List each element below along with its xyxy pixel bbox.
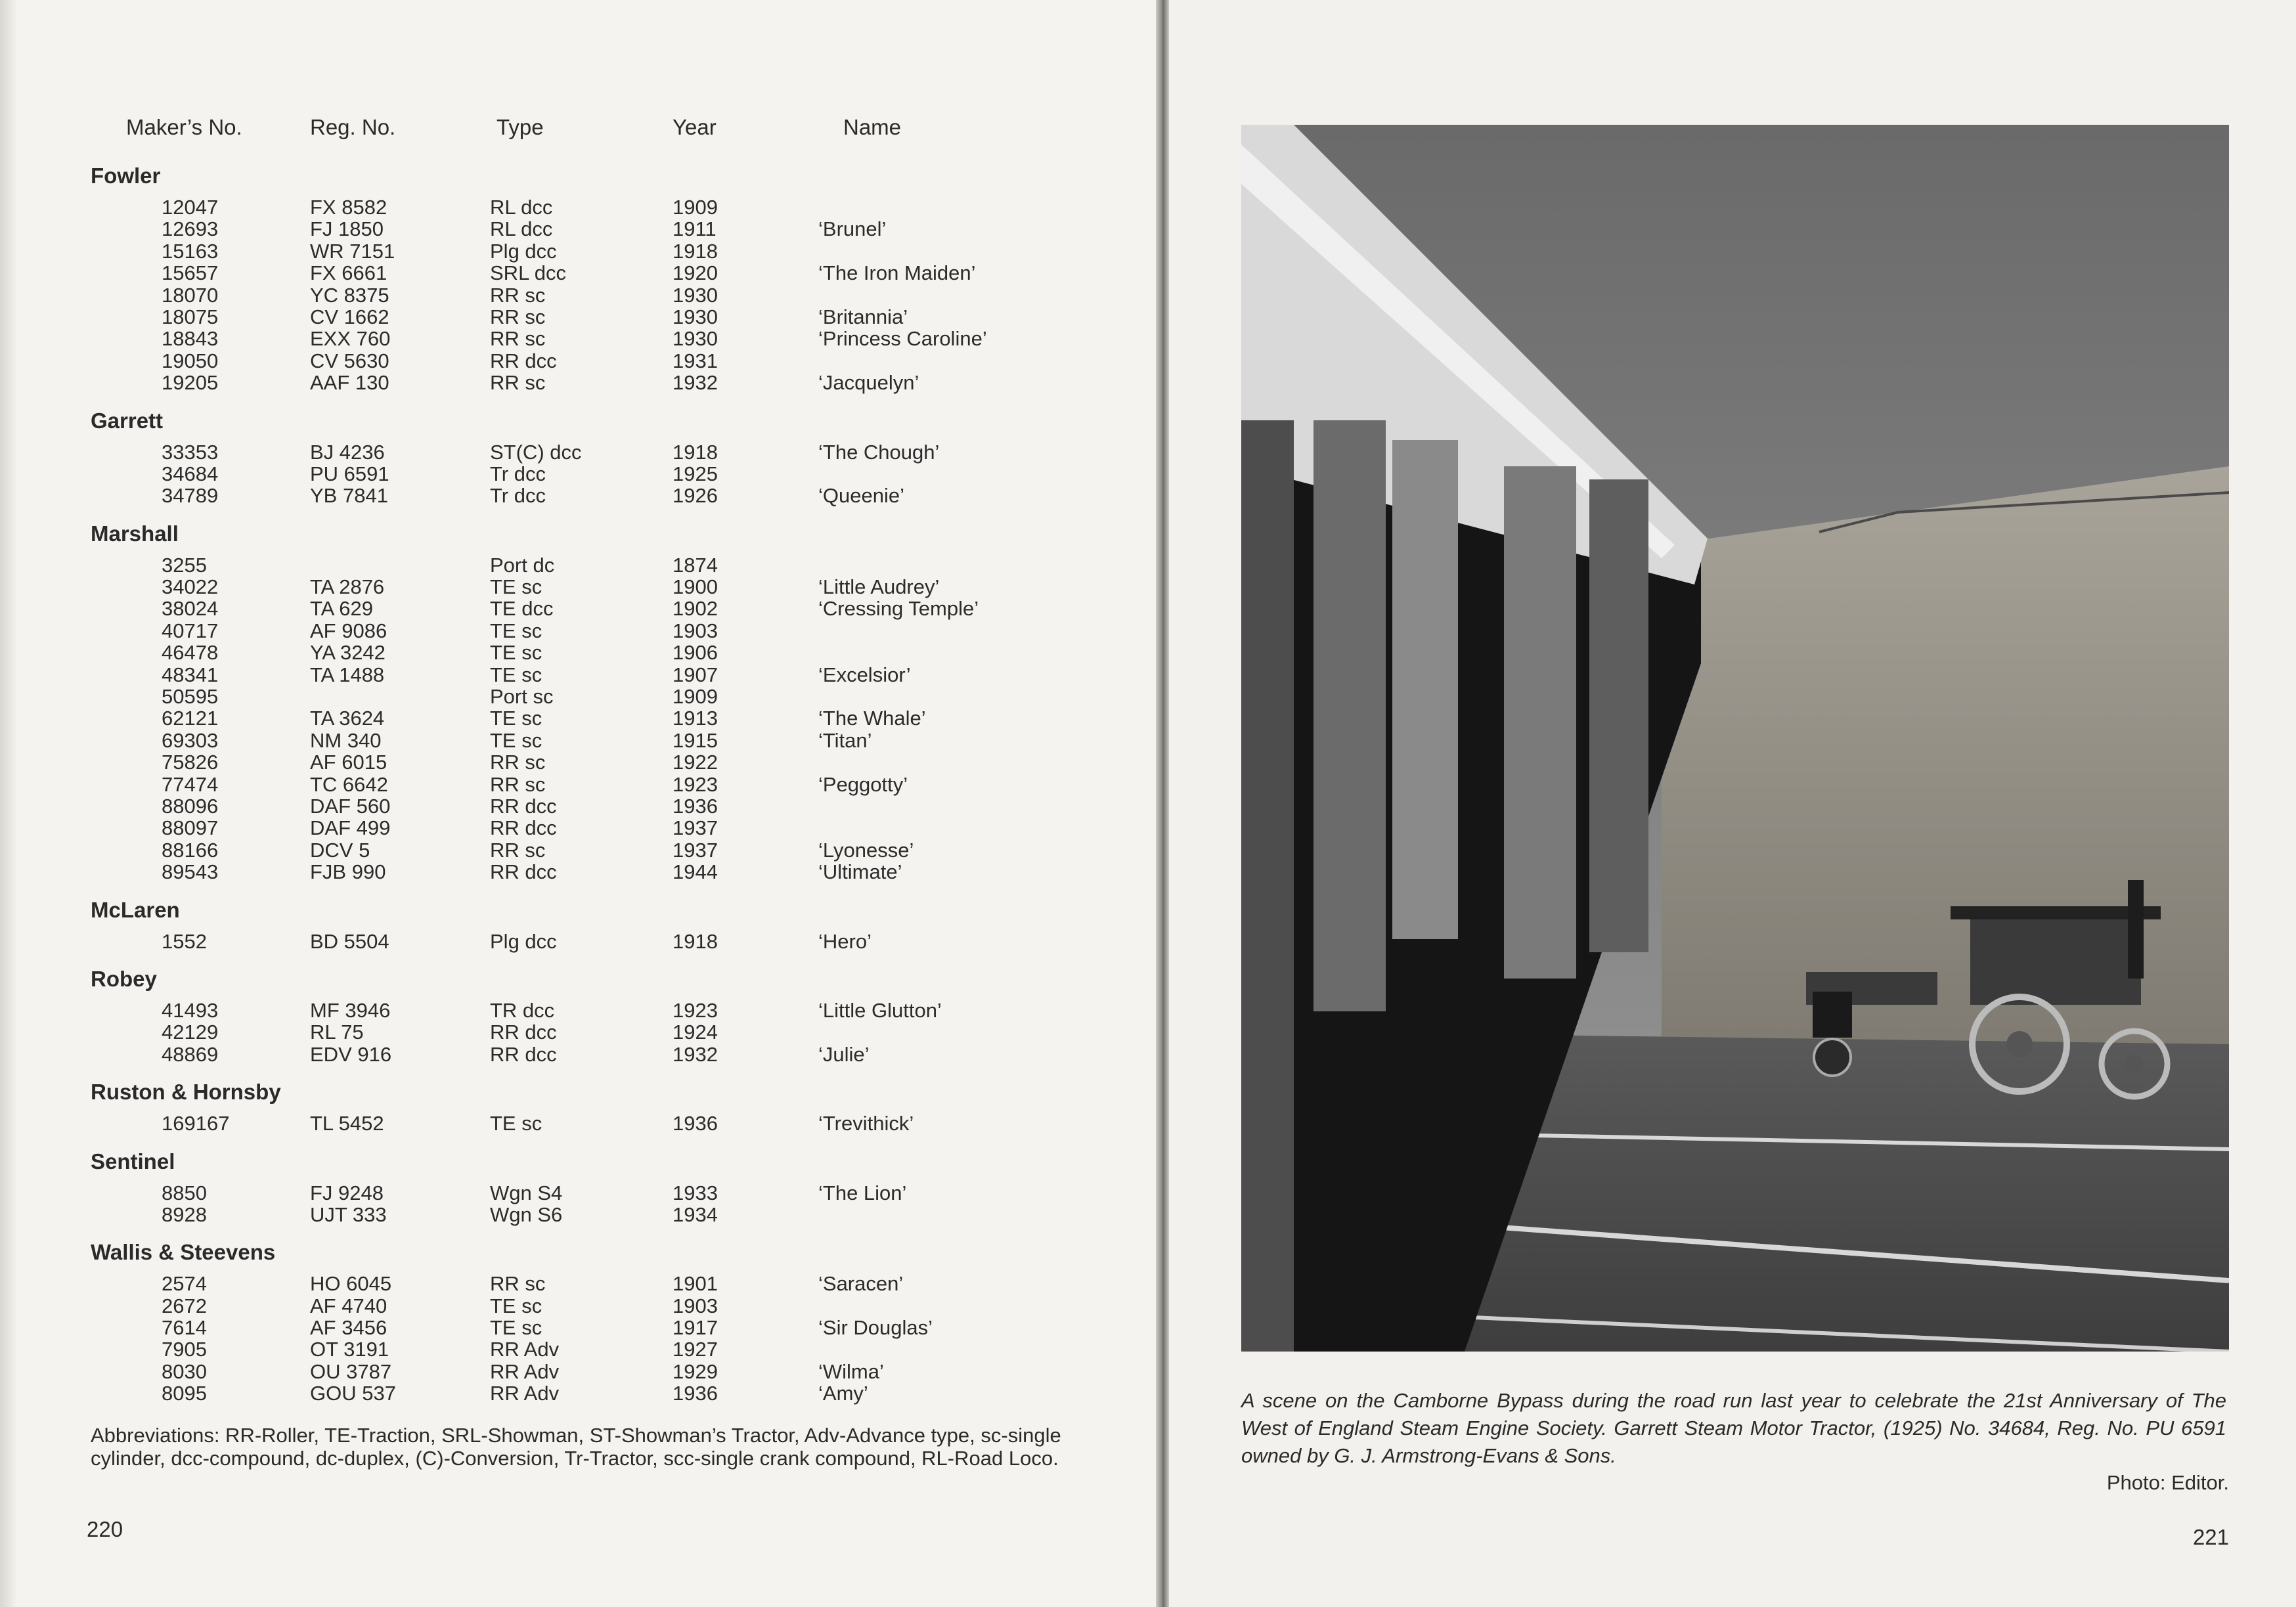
cell-name: ‘Titan’ [818, 728, 872, 752]
cell-reg-no: BD 5504 [310, 929, 389, 953]
cell-makers-no: 2574 [162, 1272, 207, 1296]
cell-makers-no: 33353 [162, 440, 219, 464]
cell-reg-no: UJT 333 [310, 1202, 387, 1226]
cell-makers-no: 88166 [162, 838, 219, 862]
table-row [91, 751, 1076, 773]
cell-type: TE sc [490, 728, 542, 752]
table-row [91, 686, 1076, 707]
cell-name: ‘Julie’ [818, 1042, 870, 1066]
cell-reg-no: YC 8375 [310, 283, 389, 307]
cell-year: 1930 [673, 327, 718, 351]
cell-makers-no: 48341 [162, 663, 219, 686]
cell-reg-no: AF 3456 [310, 1316, 387, 1340]
cell-type: SRL dcc [490, 261, 567, 285]
cell-makers-no: 38024 [162, 597, 219, 621]
cell-name: ‘Saracen’ [818, 1272, 904, 1296]
cell-makers-no: 15657 [162, 261, 219, 285]
cell-reg-no: RL 75 [310, 1021, 364, 1044]
cell-makers-no: 48869 [162, 1042, 219, 1066]
cell-makers-no: 69303 [162, 728, 219, 752]
cell-name: ‘Little Audrey’ [818, 575, 940, 599]
cell-name: ‘The Whale’ [818, 707, 926, 730]
table-row [91, 1182, 1076, 1204]
cell-year: 1909 [673, 196, 718, 219]
maker-heading: Wallis & Steevens [91, 1240, 276, 1265]
cell-type: ST(C) dcc [490, 440, 582, 464]
table-row [91, 861, 1076, 883]
cell-reg-no: YB 7841 [310, 484, 388, 508]
cell-makers-no: 3255 [162, 553, 207, 577]
cell-name: ‘Ultimate’ [818, 860, 902, 884]
table-row [91, 463, 1076, 485]
cell-type: TE sc [490, 619, 542, 642]
cell-type: RR dcc [490, 860, 557, 884]
cell-year: 1927 [673, 1338, 718, 1361]
table-row [91, 664, 1076, 686]
cell-makers-no: 34022 [162, 575, 219, 599]
cell-type: Plg dcc [490, 239, 557, 263]
cell-reg-no: TA 3624 [310, 707, 385, 730]
header-type: Type [497, 115, 544, 139]
maker-rows [91, 549, 1076, 883]
cell-reg-no: AAF 130 [310, 371, 389, 395]
cell-year: 1925 [673, 462, 718, 485]
cell-reg-no: FJB 990 [310, 860, 386, 884]
table-row [91, 1112, 1076, 1134]
cell-makers-no: 169167 [162, 1112, 230, 1135]
cell-makers-no: 18075 [162, 305, 219, 328]
cell-year: 1906 [673, 641, 718, 665]
engine-table [91, 115, 1076, 1405]
cell-year: 1937 [673, 838, 718, 862]
table-row [91, 441, 1076, 463]
table-row [91, 328, 1076, 349]
cell-type: TE sc [490, 1294, 542, 1317]
table-row [91, 240, 1076, 262]
cell-makers-no: 7905 [162, 1338, 207, 1361]
maker-rows [91, 1107, 1076, 1134]
cell-year: 1930 [673, 305, 718, 328]
table-row [91, 350, 1076, 372]
cell-year: 1936 [673, 1382, 718, 1405]
cell-reg-no: MF 3946 [310, 998, 391, 1022]
cell-type: TE sc [490, 1316, 542, 1340]
cell-name: ‘Brunel’ [818, 217, 887, 241]
cell-year: 1936 [673, 794, 718, 818]
maker-rows [91, 994, 1076, 1065]
maker-heading: Garrett [91, 408, 164, 433]
cell-reg-no: FJ 9248 [310, 1181, 384, 1204]
cell-makers-no: 12693 [162, 217, 219, 241]
cell-makers-no: 40717 [162, 619, 219, 642]
cell-makers-no: 34789 [162, 484, 219, 508]
cell-type: TE sc [490, 641, 542, 665]
table-row [91, 576, 1076, 598]
cell-type: RR Adv [490, 1338, 560, 1361]
cell-year: 1903 [673, 619, 718, 642]
cell-year: 1944 [673, 860, 718, 884]
table-row [91, 1000, 1076, 1021]
table-header [91, 115, 1076, 161]
cell-year: 1903 [673, 1294, 718, 1317]
cell-year: 1909 [673, 685, 718, 709]
cell-reg-no: GOU 537 [310, 1382, 396, 1405]
cell-type: RR sc [490, 772, 546, 796]
maker-rows [91, 436, 1076, 507]
header-makers-no: Maker’s No. [126, 115, 242, 139]
cell-makers-no: 41493 [162, 998, 219, 1022]
cell-name: ‘Amy’ [818, 1382, 868, 1405]
cell-year: 1931 [673, 349, 718, 372]
cell-year: 1900 [673, 575, 718, 599]
cell-year: 1917 [673, 1316, 718, 1340]
table-row [91, 372, 1076, 393]
cell-makers-no: 62121 [162, 707, 219, 730]
table-row [91, 1021, 1076, 1043]
cell-makers-no: 8030 [162, 1359, 207, 1383]
cell-year: 1922 [673, 751, 718, 774]
header-name: Name [843, 115, 902, 139]
cell-makers-no: 88097 [162, 816, 219, 840]
cell-reg-no: WR 7151 [310, 239, 395, 263]
cell-type: Plg dcc [490, 929, 557, 953]
table-row [91, 1204, 1076, 1225]
cell-year: 1923 [673, 772, 718, 796]
table-row [91, 284, 1076, 306]
cell-makers-no: 88096 [162, 794, 219, 818]
cell-year: 1932 [673, 1042, 718, 1066]
cell-type: TE dcc [490, 597, 554, 621]
table-row [91, 598, 1076, 619]
cell-type: Port sc [490, 685, 554, 709]
cell-year: 1918 [673, 929, 718, 953]
cell-type: RR dcc [490, 794, 557, 818]
cell-year: 1918 [673, 440, 718, 464]
cell-makers-no: 89543 [162, 860, 219, 884]
cell-makers-no: 18070 [162, 283, 219, 307]
cell-reg-no: DAF 560 [310, 794, 391, 818]
table-row [91, 707, 1076, 729]
table-row [91, 795, 1076, 817]
table-row [91, 839, 1076, 861]
page-edge-shadow [0, 0, 17, 1607]
cell-type: RR sc [490, 305, 546, 328]
table-row [91, 218, 1076, 240]
cell-reg-no: CV 1662 [310, 305, 389, 328]
cell-name: ‘Lyonesse’ [818, 838, 914, 862]
cell-name: ‘Little Glutton’ [818, 998, 942, 1022]
cell-reg-no: DCV 5 [310, 838, 370, 862]
cell-type: RR dcc [490, 1021, 557, 1044]
maker-heading: Sentinel [91, 1149, 175, 1174]
cell-name: ‘Trevithick’ [818, 1112, 914, 1135]
table-row [91, 1273, 1076, 1294]
cell-name: ‘Jacquelyn’ [818, 371, 919, 395]
cell-reg-no: BJ 4236 [310, 440, 385, 464]
cell-year: 1937 [673, 816, 718, 840]
table-row [91, 196, 1076, 218]
cell-type: RR sc [490, 327, 546, 351]
cell-year: 1911 [673, 217, 717, 241]
table-row [91, 1044, 1076, 1065]
table-row [91, 306, 1076, 328]
cell-makers-no: 42129 [162, 1021, 219, 1044]
cell-reg-no: FX 6661 [310, 261, 387, 285]
cell-year: 1901 [673, 1272, 718, 1296]
cell-type: RR dcc [490, 1042, 557, 1066]
cell-name: ‘The Chough’ [818, 440, 940, 464]
cell-year: 1874 [673, 553, 718, 577]
cell-type: Tr dcc [490, 462, 546, 485]
cell-type: RR Adv [490, 1359, 560, 1383]
cell-reg-no: TL 5452 [310, 1112, 384, 1135]
cell-name: ‘Sir Douglas’ [818, 1316, 933, 1340]
cell-makers-no: 19050 [162, 349, 219, 372]
cell-name: ‘The Iron Maiden’ [818, 261, 976, 285]
table-row [91, 554, 1076, 576]
cell-name: ‘Britannia’ [818, 305, 908, 328]
cell-type: RL dcc [490, 217, 553, 241]
table-row [91, 642, 1076, 663]
cell-year: 1929 [673, 1359, 718, 1383]
cell-reg-no: YA 3242 [310, 641, 386, 665]
cell-reg-no: EDV 916 [310, 1042, 392, 1066]
cell-makers-no: 77474 [162, 772, 219, 796]
cell-type: RR sc [490, 371, 546, 395]
cell-type: TE sc [490, 663, 542, 686]
cell-type: TR dcc [490, 998, 555, 1022]
cell-reg-no: AF 6015 [310, 751, 387, 774]
table-row [91, 620, 1076, 642]
maker-rows [91, 1267, 1076, 1404]
cell-year: 1926 [673, 484, 718, 508]
maker-heading: McLaren [91, 897, 180, 922]
cell-year: 1902 [673, 597, 718, 621]
cell-reg-no: AF 4740 [310, 1294, 387, 1317]
cell-makers-no: 8850 [162, 1181, 207, 1204]
cell-name: ‘Peggotty’ [818, 772, 908, 796]
page-number-right: 221 [2192, 1525, 2229, 1549]
table-row [91, 1382, 1076, 1404]
cell-reg-no: AF 9086 [310, 619, 387, 642]
cell-name: ‘Hero’ [818, 929, 872, 953]
cell-reg-no: OT 3191 [310, 1338, 389, 1361]
cell-year: 1920 [673, 261, 718, 285]
cell-makers-no: 75826 [162, 751, 219, 774]
cell-year: 1930 [673, 283, 718, 307]
cell-type: RL dcc [490, 196, 553, 219]
cell-reg-no: DAF 499 [310, 816, 391, 840]
cell-year: 1932 [673, 371, 718, 395]
table-row [91, 1361, 1076, 1382]
maker-groups [91, 161, 1076, 1405]
cell-makers-no: 15163 [162, 239, 219, 263]
maker-rows [91, 191, 1076, 394]
cell-year: 1907 [673, 663, 718, 686]
cell-reg-no: FX 8582 [310, 196, 387, 219]
cell-type: RR dcc [490, 349, 557, 372]
cell-makers-no: 1552 [162, 929, 207, 953]
cell-year: 1934 [673, 1202, 718, 1226]
cell-makers-no: 12047 [162, 196, 219, 219]
cell-name: ‘Excelsior’ [818, 663, 911, 686]
cell-makers-no: 8928 [162, 1202, 207, 1226]
cell-year: 1918 [673, 239, 718, 263]
table-row [91, 1295, 1076, 1317]
maker-heading: Marshall [91, 521, 179, 546]
photo-credit: Photo: Editor. [2106, 1471, 2229, 1494]
cell-type: RR Adv [490, 1382, 560, 1405]
cell-reg-no: TC 6642 [310, 772, 388, 796]
cell-name: ‘Queenie’ [818, 484, 904, 508]
cell-type: RR sc [490, 1272, 546, 1296]
cell-type: RR sc [490, 283, 546, 307]
cell-year: 1936 [673, 1112, 718, 1135]
cell-type: TE sc [490, 575, 542, 599]
cell-makers-no: 18843 [162, 327, 219, 351]
header-year: Year [673, 115, 717, 139]
cell-makers-no: 34684 [162, 462, 219, 485]
table-row [91, 730, 1076, 751]
cell-type: Wgn S4 [490, 1181, 563, 1204]
cell-type: Tr dcc [490, 484, 546, 508]
cell-reg-no: TA 629 [310, 597, 373, 621]
cell-year: 1913 [673, 707, 718, 730]
maker-heading: Robey [91, 966, 157, 991]
cell-year: 1923 [673, 998, 718, 1022]
cell-makers-no: 2672 [162, 1294, 207, 1317]
cell-makers-no: 7614 [162, 1316, 207, 1340]
cell-makers-no: 8095 [162, 1382, 207, 1405]
table-row [91, 931, 1076, 952]
maker-heading: Ruston & Hornsby [91, 1080, 281, 1105]
table-row [91, 485, 1076, 506]
cell-year: 1933 [673, 1181, 718, 1204]
maker-heading: Fowler [91, 164, 161, 188]
cell-type: RR dcc [490, 816, 557, 840]
table-row [91, 774, 1076, 795]
cell-makers-no: 46478 [162, 641, 219, 665]
cell-reg-no: TA 1488 [310, 663, 385, 686]
cell-year: 1915 [673, 728, 718, 752]
header-reg-no: Reg. No. [310, 115, 396, 139]
cell-type: Port dc [490, 553, 555, 577]
cell-type: RR sc [490, 838, 546, 862]
cell-reg-no: EXX 760 [310, 327, 391, 351]
cell-name: ‘Cressing Temple’ [818, 597, 979, 621]
photo-illustration [1241, 125, 2229, 1352]
cell-name: ‘Wilma’ [818, 1359, 884, 1383]
cell-year: 1924 [673, 1021, 718, 1044]
cell-reg-no: OU 3787 [310, 1359, 392, 1383]
cell-makers-no: 50595 [162, 685, 219, 709]
cell-reg-no: TA 2876 [310, 575, 385, 599]
page-number-left: 220 [87, 1517, 123, 1541]
cell-type: Wgn S6 [490, 1202, 563, 1226]
cell-reg-no: HO 6045 [310, 1272, 392, 1296]
cell-type: TE sc [490, 1112, 542, 1135]
photo-caption: A scene on the Camborne Bypass during the road run last year to celebrate the 21st Anniversary of The West of England Steam Engine Society. Garrett Steam Motor Tractor, (1925) No. 34684, Reg. No. PU 6591 owned by G. J. Armstrong-Evans & Sons. [1241, 1389, 2226, 1467]
cell-makers-no: 19205 [162, 371, 219, 395]
maker-rows [91, 925, 1076, 952]
book-gutter [1156, 0, 1169, 1607]
photograph-steam-tractor-under-bridge [1241, 125, 2229, 1352]
cell-name: ‘Princess Caroline’ [818, 327, 987, 351]
cell-type: RR sc [490, 751, 546, 774]
table-row [91, 1317, 1076, 1338]
table-row [91, 1338, 1076, 1360]
cell-reg-no: NM 340 [310, 728, 382, 752]
cell-reg-no: FJ 1850 [310, 217, 384, 241]
cell-reg-no: CV 5630 [310, 349, 389, 372]
cell-name: ‘The Lion’ [818, 1181, 907, 1204]
table-row [91, 262, 1076, 284]
cell-reg-no: PU 6591 [310, 462, 389, 485]
maker-rows [91, 1177, 1076, 1226]
abbreviations-note: Abbreviations: RR-Roller, TE-Traction, SRL-Showman, ST-Showman’s Tractor, Adv-Advance type, sc-single cylinder, dcc-compound, dc-duplex, (C)-Conversion, Tr-Tractor, scc-single crank compound, RL-Road Loco. [91, 1424, 1061, 1470]
cell-type: TE sc [490, 707, 542, 730]
table-row [91, 817, 1076, 839]
